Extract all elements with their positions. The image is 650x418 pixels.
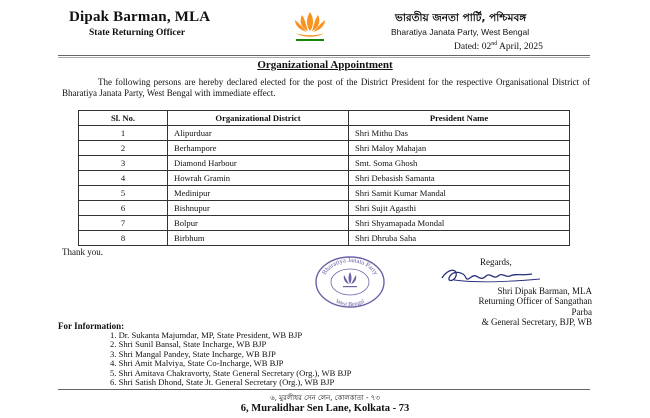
cell-sl-no: 7 — [79, 216, 168, 231]
bjp-lotus-logo — [291, 9, 329, 43]
intro-paragraph: The following persons are hereby declared elected for the post of the District President for the respective Organisational District of Bharatiya Janata Party, West Bengal with immediate effect. — [62, 77, 590, 98]
table-row — [79, 216, 570, 231]
signatory-title-2: & General Secretary, BJP, WB — [481, 316, 592, 327]
cell-district: Bolpur — [168, 216, 349, 231]
table-row — [79, 171, 570, 186]
party-seal-stamp — [314, 254, 386, 308]
cell-district: Alipurduar — [168, 126, 349, 141]
cell-sl-no: 2 — [79, 141, 168, 156]
cell-president: Shri Debasish Samanta — [349, 171, 570, 186]
header-district: Organizational District — [168, 111, 349, 126]
cell-president: Shri Maloy Mahajan — [349, 141, 570, 156]
list-item: 4. Shri Amit Malviya, State Co-Incharge, WB BJP — [110, 358, 284, 369]
appointments-table — [78, 110, 570, 246]
cell-sl-no: 3 — [79, 156, 168, 171]
cell-president: Shri Mithu Das — [349, 126, 570, 141]
signatory-title: Returning Officer of Sangathan Parba — [478, 296, 592, 317]
cell-district: Howrah Gramin — [168, 171, 349, 186]
seal-top-text: Bharatiya Janata Party — [321, 256, 380, 277]
cell-sl-no: 6 — [79, 201, 168, 216]
table-row — [79, 141, 570, 156]
handwritten-signature — [436, 264, 546, 286]
list-item: 1. Dr. Sukanta Majumdar, MP, State President, WB BJP — [110, 330, 303, 340]
header-sl-no: Sl. No. — [79, 111, 168, 126]
cell-sl-no: 4 — [79, 171, 168, 186]
table-row — [79, 156, 570, 171]
list-item: 3. Shri Mangal Pandey, State Incharge, WB BJP — [110, 348, 276, 359]
date-rest: April, 2025 — [497, 42, 543, 53]
party-name-bengali: ভারতীয় জনতা পার্টি, পশ্চিমবঙ্গ — [395, 12, 527, 24]
cell-district: Bishnupur — [168, 201, 349, 216]
cell-district: Medinipur — [168, 186, 349, 201]
table-header-row — [79, 111, 570, 126]
cell-president: Shri Shyamapada Mondal — [349, 216, 570, 231]
table-row — [79, 126, 570, 141]
date-suffix-sup: nd — [491, 41, 498, 47]
seal-bottom-text: West Bengal — [334, 298, 366, 308]
cell-district: Birbhum — [168, 231, 349, 246]
svg-text:West Bengal — [334, 299, 365, 308]
cell-sl-no: 5 — [79, 186, 168, 201]
cell-president: Shri Sujit Agasthi — [349, 201, 570, 216]
cell-district: Diamond Harbour — [168, 156, 349, 171]
cell-president: Shri Dhruba Saha — [349, 231, 570, 246]
cell-president: Shri Samit Kumar Mandal — [349, 186, 570, 201]
header-divider — [58, 55, 590, 56]
letterhead-role: State Returning Officer — [89, 28, 186, 38]
party-name-english: Bharatiya Janata Party, West Bengal — [391, 27, 530, 37]
signatory-name: Shri Dipak Barman, MLA — [497, 286, 592, 296]
cell-district: Berhampore — [168, 141, 349, 156]
footer-address-bengali: ৬, মুরলীধর সেন লেন, কোলকাতা - ৭৩ — [270, 394, 380, 402]
header-president: President Name — [349, 111, 570, 126]
letterhead-name: Dipak Barman, MLA — [69, 9, 211, 25]
letter-date — [454, 41, 543, 52]
cell-sl-no: 1 — [79, 126, 168, 141]
thank-you-text: Thank you. — [62, 247, 103, 257]
list-item: 6. Shri Satish Dhond, State Jt. General Secretary (Org.), WB BJP — [110, 377, 335, 388]
cell-president: Smt. Soma Ghosh — [349, 156, 570, 171]
list-item: 5. Shri Amitava Chakravorty, State General Secretary (Org.), WB BJP — [110, 367, 352, 378]
date-prefix: Dated: 02 — [454, 42, 492, 53]
table-row — [79, 186, 570, 201]
table-row — [79, 201, 570, 216]
for-information-heading: For Information: — [58, 321, 125, 331]
signatory-block — [456, 286, 592, 327]
header-divider-secondary — [58, 57, 590, 58]
table-row — [79, 231, 570, 246]
list-item: 2. Shri Sunil Bansal, State Incharge, WB BJP — [110, 339, 267, 350]
footer-divider — [58, 389, 590, 390]
regards-text: Regards, — [480, 257, 512, 267]
document-title: Organizational Appointment — [257, 59, 393, 71]
footer-address: 6, Muralidhar Sen Lane, Kolkata - 73 — [240, 403, 410, 414]
information-recipients-list — [110, 331, 351, 387]
cell-sl-no: 8 — [79, 231, 168, 246]
